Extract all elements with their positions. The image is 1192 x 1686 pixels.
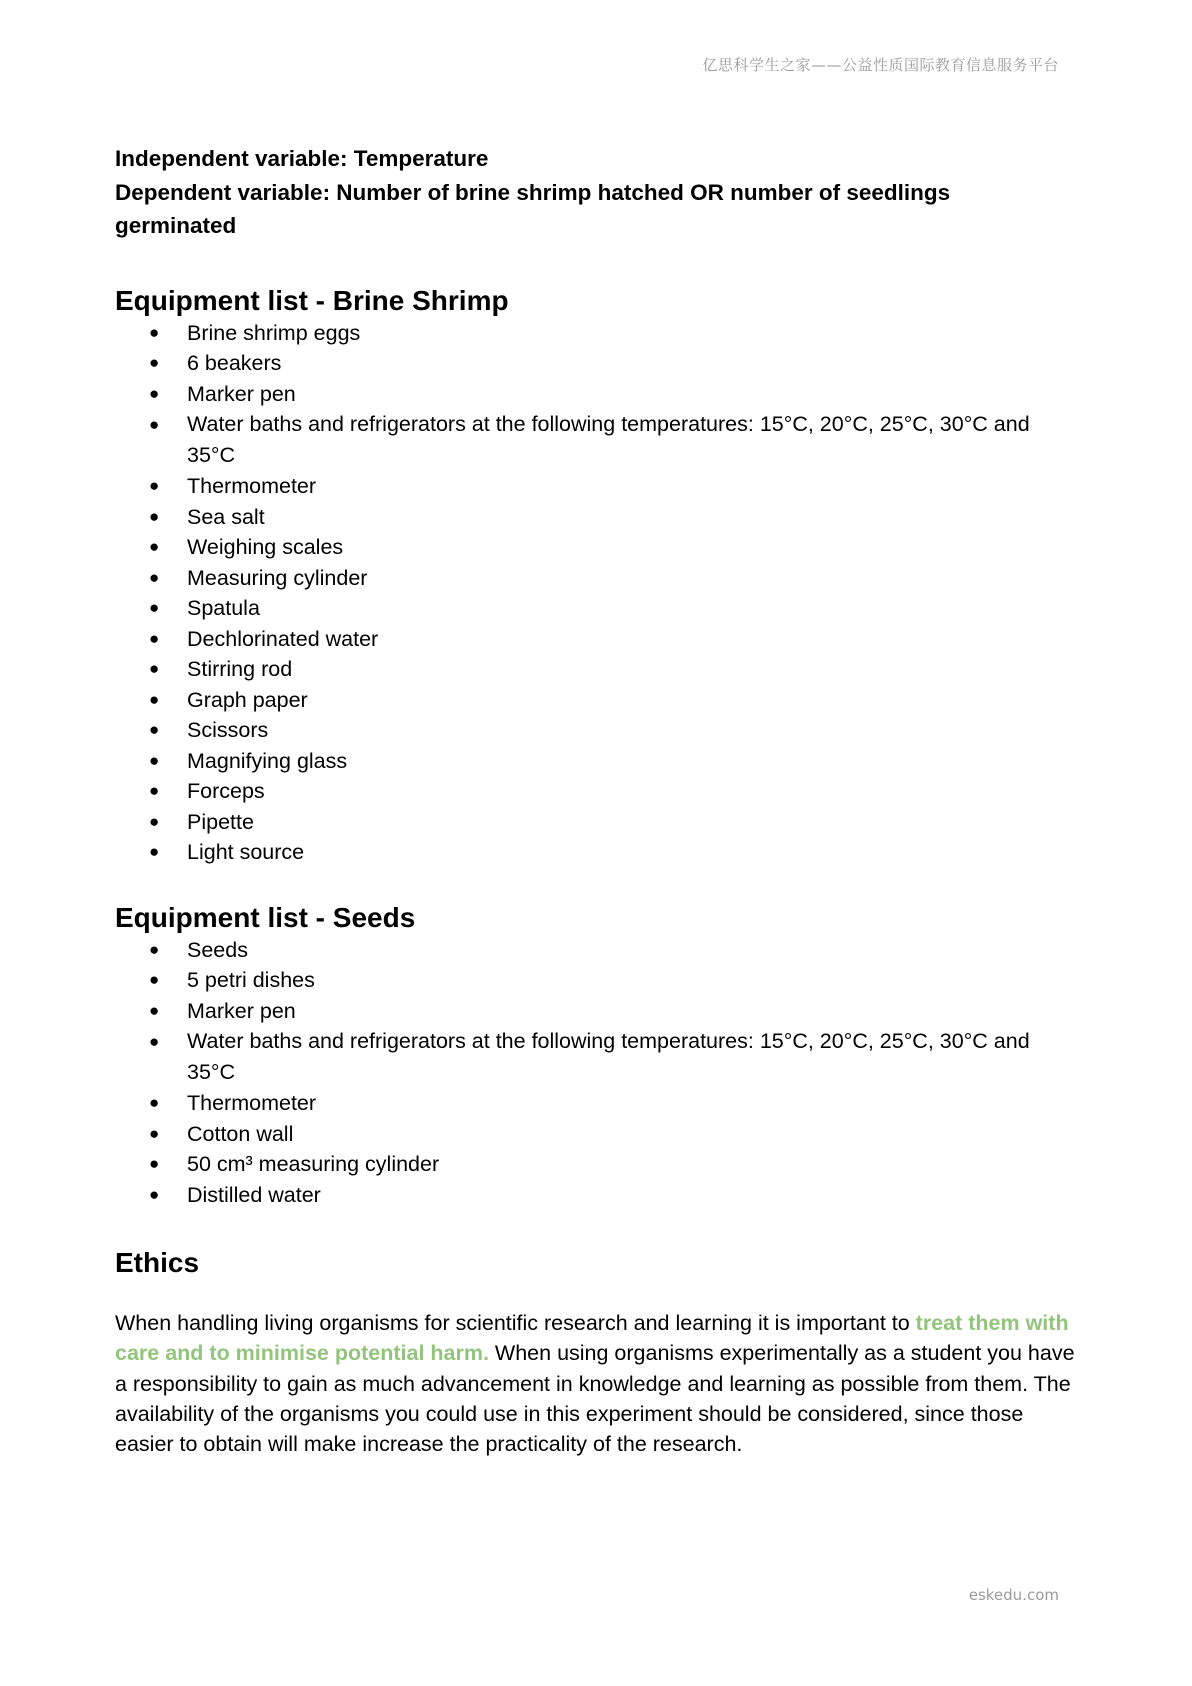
ethics-text-start: When handling living organisms for scientific research and learning it is important to xyxy=(115,1311,916,1335)
list-item: ● Forceps xyxy=(115,776,1077,807)
variables-block xyxy=(115,142,1077,243)
list-item: ● Magnifying glass xyxy=(115,746,1077,777)
seeds-heading: Equipment list - Seeds xyxy=(115,901,416,933)
dependent-variable: Dependent variable: Number of brine shrimp hatched OR number of seedlings germinated xyxy=(115,179,951,238)
independent-variable: Independent variable: Temperature xyxy=(115,146,489,171)
list-item: ● Marker pen xyxy=(115,379,1077,410)
document-body xyxy=(115,142,1077,1459)
list-item: ● Pipette xyxy=(115,807,1077,838)
list-item: ● Stirring rod xyxy=(115,654,1077,685)
ethics-heading: Ethics xyxy=(115,1247,200,1278)
list-item: ● Brine shrimp eggs xyxy=(115,318,1077,349)
list-item: ● Light source xyxy=(115,837,1077,868)
list-item: ● 5 petri dishes xyxy=(115,965,1077,996)
ethics-highlight: treat them with care and to minimise potential harm. xyxy=(115,1311,1069,1366)
list-item: ● Measuring cylinder xyxy=(115,563,1077,594)
list-item: ● Water baths and refrigerators at the following temperatures: 15°C, 20°C, 25°C, 30°C and 35°C xyxy=(115,1026,1077,1088)
list-item: ● Sea salt xyxy=(115,502,1077,533)
list-item: ● Seeds xyxy=(115,935,1077,966)
ethics-paragraph xyxy=(115,1308,1077,1459)
list-item: ● Distilled water xyxy=(115,1180,1077,1211)
list-item: ● Scissors xyxy=(115,715,1077,746)
list-item: ● Weighing scales xyxy=(115,532,1077,563)
brine-shrimp-heading: Equipment list - Brine Shrimp xyxy=(115,284,509,316)
ethics-text-end: When using organisms experimentally as a student you have a responsibility to gain as much advancement in knowledge and learning as possible from them. The availability of the organisms you could use in this experiment should be considered, since those easier to obtain will make increase the practicality of the research. xyxy=(115,1341,1075,1457)
list-item: ● Water baths and refrigerators at the following temperatures: 15°C, 20°C, 25°C, 30°C and 35°C xyxy=(115,409,1077,471)
list-item: ● Graph paper xyxy=(115,685,1077,716)
page-header: 亿思科学生之家——公益性质国际教育信息服务平台 xyxy=(702,56,1059,74)
list-item: ● Thermometer xyxy=(115,1088,1077,1119)
list-item: ● Marker pen xyxy=(115,996,1077,1027)
list-item: ● Dechlorinated water xyxy=(115,624,1077,655)
seeds-equipment-list xyxy=(115,935,1077,1211)
page-footer: eskedu.com xyxy=(968,1586,1059,1604)
list-item: ● Cotton wall xyxy=(115,1119,1077,1150)
brine-shrimp-equipment-list xyxy=(115,318,1077,868)
list-item: ● Spatula xyxy=(115,593,1077,624)
list-item: ● 50 cm³ measuring cylinder xyxy=(115,1149,1077,1180)
list-item: ● Thermometer xyxy=(115,471,1077,502)
list-item: ● 6 beakers xyxy=(115,348,1077,379)
